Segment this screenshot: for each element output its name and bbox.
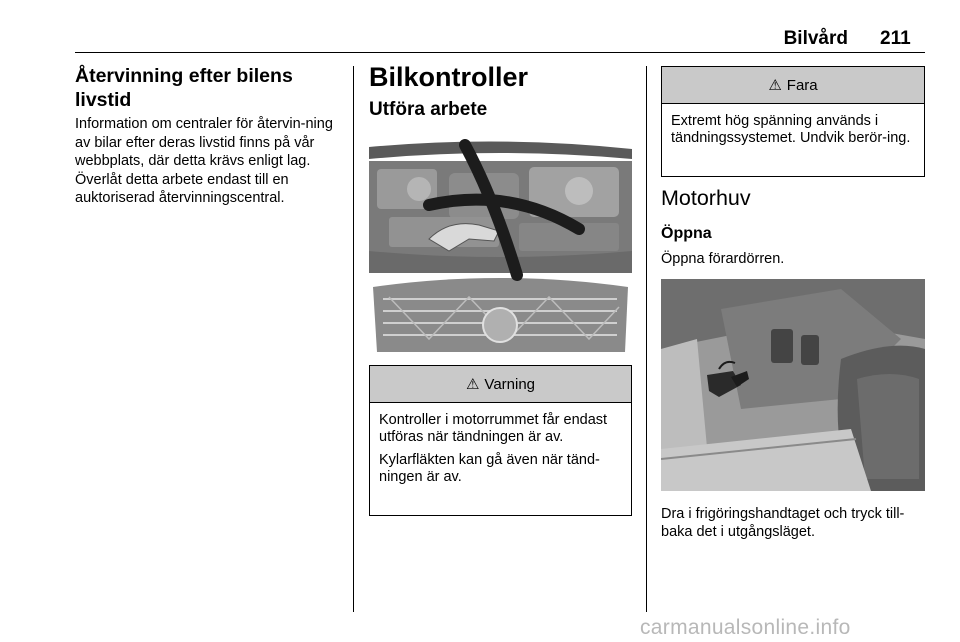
warning-box-header: [370, 366, 631, 403]
open-subsection-title-wrap: [661, 224, 926, 244]
column-vehicle-checks: [369, 60, 632, 122]
column-recycling: [75, 64, 345, 208]
danger-text: Extremt hög spänning används i tändningssystemet. Undvik berör-ing.: [671, 113, 911, 146]
header-rule: [75, 52, 925, 53]
open-intro: Öppna förardörren.: [661, 251, 785, 267]
release-instruction: Dra i frigöringshandtaget och tryck till-baka det i utgångsläget.: [661, 506, 905, 540]
driver-footwell-illustration: [661, 279, 925, 491]
open-intro-wrap: [661, 250, 926, 268]
column-divider-right: [646, 66, 647, 612]
danger-box-body: [662, 104, 924, 155]
vehicle-checks-title: Bilkontroller: [369, 62, 529, 92]
recycling-heading: Återvinning efter bilens livstid: [75, 65, 293, 111]
danger-box: [661, 66, 925, 177]
running-header-title: Bilvård: [783, 28, 848, 49]
open-subsection-title: Öppna: [661, 225, 712, 242]
warning-paragraph: Kontroller i motorrummet får endast utföras när tändningen är av.: [379, 412, 608, 445]
release-instruction-wrap: [661, 505, 926, 541]
danger-label: Fara: [786, 76, 818, 94]
danger-box-header: [662, 67, 924, 104]
hood-section-title-wrap: [661, 185, 926, 211]
warning-triangle-icon: ⚠: [465, 376, 480, 393]
hood-section-title: Motorhuv: [661, 186, 751, 210]
warning-box: [369, 365, 632, 516]
danger-triangle-icon: ⚠: [768, 77, 782, 94]
warning-box-body: [370, 403, 631, 494]
column-divider-left: [353, 66, 354, 612]
engine-bay-illustration: [369, 139, 632, 352]
watermark: carmanualsonline.info: [640, 616, 851, 639]
recycling-body: Information om centraler för återvin-ning av bilar efter deras livstid finns på vår webbplats, där detta krävs enligt lag. Överlåt detta arbete endast till en auktoriserad återvinningscentral.: [75, 116, 333, 206]
performing-work-subtitle: Utföra arbete: [369, 99, 488, 120]
warning-label: Varning: [484, 375, 536, 393]
warning-paragraph: Kylarfläkten kan gå även när tänd-ningen är av.: [379, 452, 600, 485]
page-number: 211: [880, 28, 911, 49]
